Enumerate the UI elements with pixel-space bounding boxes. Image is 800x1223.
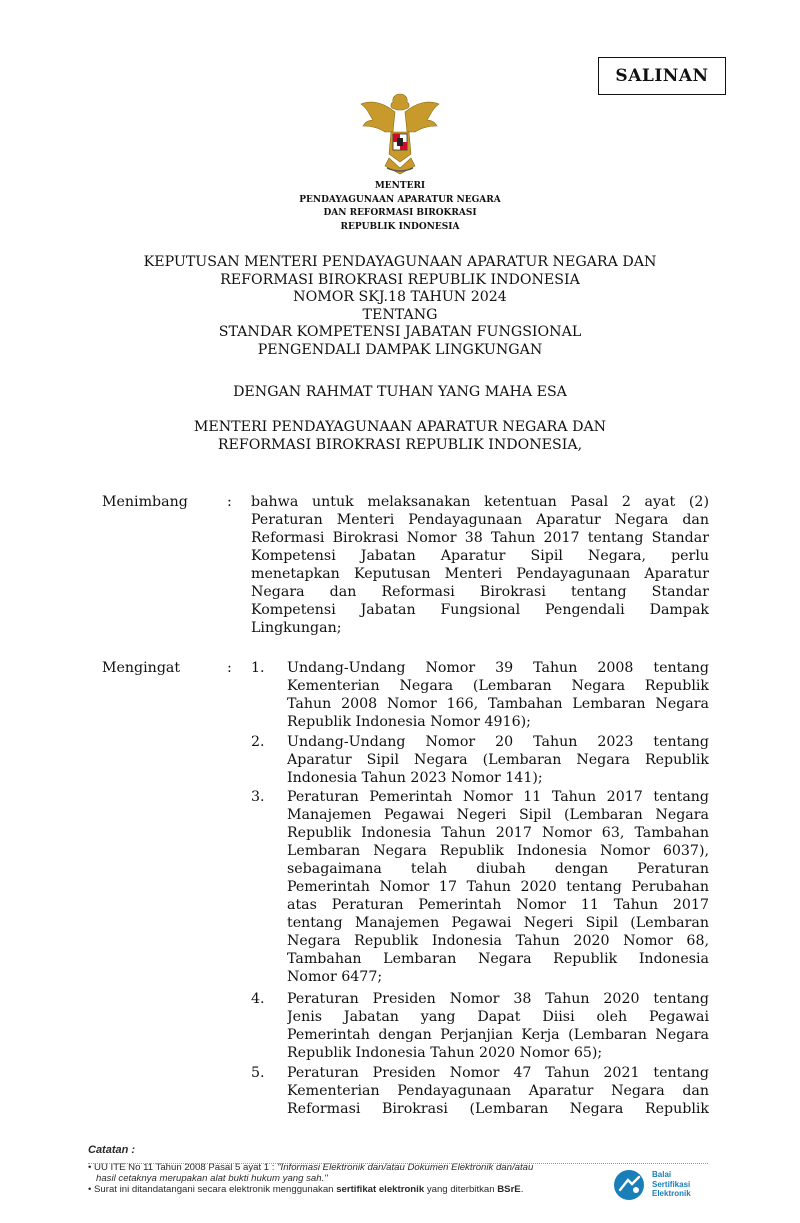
text-line: Aparatur Sipil Negara (Lembaran Negara Republik [287,752,709,768]
item-number: 3. [251,789,265,805]
text-line: Reformasi Birokrasi (Lembaran Negara Republik [287,1101,709,1117]
footer-note-1: • UU ITE No 11 Tahun 2008 Pasal 5 ayat 1 : "Informasi Elektronik dan/atau Dokumen Elektronik dan/atau [88,1162,534,1173]
mengingat-item-3 [287,788,709,986]
text-line: Negara dan Reformasi Birokrasi tentang Standar [251,584,709,600]
ministry-line: DAN REFORMASI BIROKRASI [323,208,477,218]
text-line: Lingkungan; [251,620,342,636]
title-line: KEPUTUSAN MENTERI PENDAYAGUNAAN APARATUR NEGARA DAN [143,254,657,270]
item-number: 2. [251,734,265,750]
ministry-line: MENTERI [374,181,426,191]
text-line: Kompetensi Jabatan Fungsional Pengendali Dampak [251,602,709,618]
text-line: Undang-Undang Nomor 20 Tahun 2023 tentang [287,734,709,750]
bsre-logo-block [612,1168,722,1202]
salinan-stamp: SALINAN [598,57,726,95]
note-1-quote-cont: hasil cetaknya merupakan alat bukti hukum yang sah." [96,1173,328,1184]
title-line: TENTANG [362,306,438,323]
note-1-quote: "Informasi Elektronik dan/atau Dokumen Elektronik dan/atau [277,1162,534,1173]
item-number: 5. [251,1065,265,1081]
text-line: Kementerian Negara (Lembaran Negara Republik [287,678,709,694]
title-line: PENGENDALI DAMPAK LINGKUNGAN [257,341,543,358]
footer-note-1-cont [88,1173,608,1184]
text-line: menetapkan Keputusan Menteri Pendayagunaan Aparatur [251,566,709,582]
bsre-line: Sertifikasi [652,1179,691,1189]
note-2-cert: sertifikat elektronik [336,1184,425,1195]
text-line: Negara Republik Indonesia Tahun 2020 Nomor 68, [287,933,709,949]
text-line: Pemerintah dengan Perjanjian Kerja (Lembaran Negara [287,1027,709,1043]
ministry-line: REPUBLIK INDONESIA [340,221,460,232]
text-line: Republik Indonesia Tahun 2020 Nomor 65); [287,1045,603,1061]
footer-notes [88,1145,608,1195]
text-line: Kementerian Pendayagunaan Aparatur Negara dan [287,1083,709,1099]
text-line: tentang Manajemen Pegawai Negeri Sipil (Lembaran [287,915,709,931]
minister-line: REFORMASI BIROKRASI REPUBLIK INDONESIA, [217,436,583,453]
document-title [80,254,720,359]
text-line: Pemerintah Nomor 17 Tahun 2020 tentang Perubahan [287,879,709,895]
note-2-text: Surat ini ditandatangani secara elektronik menggunakan [94,1184,334,1195]
text-line: Jenis Jabatan yang Dapat Diisi oleh Pegawai [287,1009,709,1025]
mengingat-item-4 [287,990,709,1062]
item-number: 1. [251,660,265,676]
menimbang-colon: : [227,494,232,510]
footer-divider [88,1163,708,1164]
minister-heading [80,419,720,454]
garuda-emblem-icon [355,88,445,176]
text-line: Indonesia Tahun 2023 Nomor 141); [287,770,543,786]
bsre-line: Balai [652,1170,672,1179]
text-line: Tahun 2008 Nomor 166, Tambahan Lembaran Negara [287,696,709,712]
footer-note-2: • Surat ini ditandatangani secara elektronik menggunakan sertifikat elektronik yang diterbitkan BSrE. [88,1184,524,1195]
bsre-logo-icon [612,1168,646,1202]
bsre-text [652,1170,691,1199]
text-line: atas Peraturan Pemerintah Nomor 11 Tahun 2017 [287,897,709,913]
text-line: Undang-Undang Nomor 39 Tahun 2008 tentang [287,660,709,676]
menimbang-text [251,493,709,637]
text-line: Kompetensi Jabatan Aparatur Sipil Negara, perlu [251,548,709,564]
text-line: Peraturan Pemerintah Nomor 11 Tahun 2017 tentang [287,789,709,805]
text-line: Peraturan Presiden Nomor 38 Tahun 2020 tentang [287,991,709,1007]
mengingat-label: Mengingat [102,660,181,676]
ministry-header [250,180,550,234]
text-line: Tambahan Lembaran Negara Republik Indonesia [287,951,709,967]
menimbang-label: Menimbang [102,494,188,510]
text-line: Reformasi Birokrasi Nomor 38 Tahun 2017 tentang Standar [251,530,709,546]
text-line: sebagaimana telah diubah dengan Peraturan [287,861,709,877]
text-line: bahwa untuk melaksanakan ketentuan Pasal 2 ayat (2) [251,494,709,510]
title-line: NOMOR SKJ.18 TAHUN 2024 [293,289,507,305]
mengingat-item-2 [287,733,709,787]
mengingat-colon: : [227,660,232,676]
title-line: REFORMASI BIROKRASI REPUBLIK INDONESIA [220,271,580,288]
text-line: Nomor 6477; [287,969,383,985]
ministry-line: PENDAYAGUNAAN APARATUR NEGARA [299,194,501,205]
mengingat-item-5 [287,1064,709,1118]
footer-heading: Catatan : [88,1144,136,1156]
minister-line: MENTERI PENDAYAGUNAAN APARATUR NEGARA DAN [193,419,607,435]
text-line: Republik Indonesia Tahun 2017 Nomor 63, Tambahan [287,825,709,841]
text-line: Lembaran Negara Republik Indonesia Nomor 6037), [287,843,709,859]
preamble-line: DENGAN RAHMAT TUHAN YANG MAHA ESA [233,384,567,400]
text-line: Peraturan Menteri Pendayagunaan Aparatur Negara dan [251,512,709,528]
note-2-bsre: BSrE [497,1184,521,1195]
text-line: Peraturan Presiden Nomor 47 Tahun 2021 tentang [287,1065,709,1081]
item-number: 4. [251,991,265,1007]
note-1-ref: UU ITE No 11 Tahun 2008 Pasal 5 ayat 1 : [94,1162,275,1173]
text-line: Republik Indonesia Nomor 4916); [287,714,531,730]
note-2-issued: yang diterbitkan [426,1184,495,1195]
title-line: STANDAR KOMPETENSI JABATAN FUNGSIONAL [218,324,582,340]
preamble [80,384,720,402]
mengingat-item-1 [287,659,709,731]
text-line: Manajemen Pegawai Negeri Sipil (Lembaran Negara [287,807,709,823]
bsre-line: Elektronik [652,1189,691,1198]
